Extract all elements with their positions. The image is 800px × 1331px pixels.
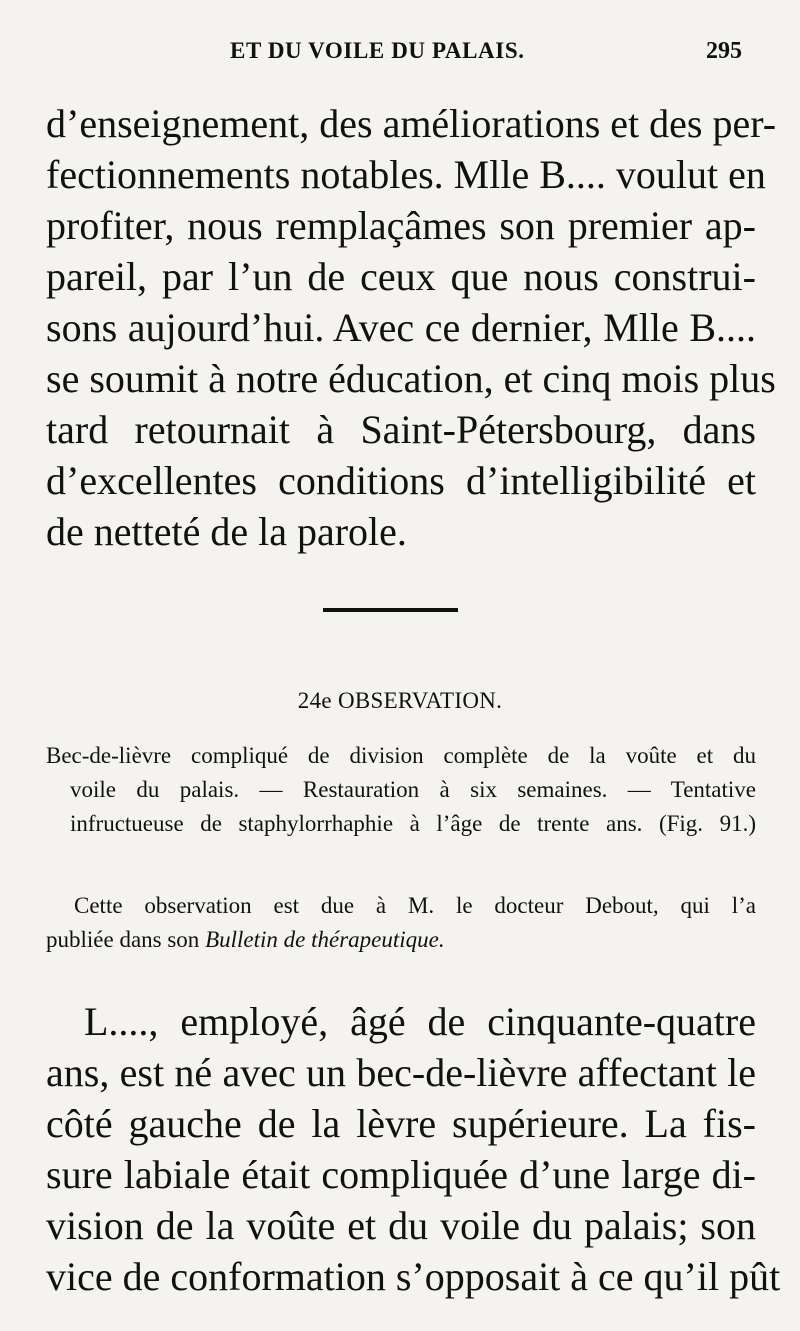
text-line: d’excellentes conditions d’intelligibilité et <box>46 458 756 503</box>
text-line: vision de la voûte et du voile du palais; son <box>46 1203 756 1248</box>
running-title: ET DU VOILE DU PALAIS. <box>230 38 525 63</box>
text-line: fectionnements notables. Mlle B.... voulut en <box>46 152 766 197</box>
source-line <box>46 924 756 956</box>
text-line: sure labiale était compliquée d’une large di- <box>46 1152 756 1197</box>
observation-title: 24e OBSERVATION. <box>297 688 503 713</box>
text-line: tard retournait à Saint-Pétersbourg, dans <box>46 407 756 452</box>
page-number: 295 <box>706 38 742 64</box>
source-prefix: publiée dans son <box>46 927 200 952</box>
summary-line: Bec-de-lièvre compliqué de division complète de la voûte et du <box>46 743 756 768</box>
text-line: ans, est né avec un bec-de-lièvre affectant le <box>46 1050 756 1095</box>
text-line: sons aujourd’hui. Avec ce dernier, Mlle B.... <box>46 305 756 350</box>
journal-title: Bulletin de thérapeutique. <box>205 927 445 952</box>
text-line: vice de conformation s’opposait à ce qu’il pût <box>46 1254 781 1299</box>
source-line: Cette observation est due à M. le docteur Debout, qui l’a <box>74 893 756 918</box>
section-rule <box>323 608 458 612</box>
summary-line: voile du palais. — Restauration à six semaines. — Tentative <box>70 777 756 802</box>
summary-line: infructueuse de staphylorrhaphie à l’âge de trente ans. (Fig. 91.) <box>70 811 756 836</box>
text-line: L...., employé, âgé de cinquante-quatre <box>84 999 756 1044</box>
text-line: pareil, par l’un de ceux que nous construi- <box>46 254 756 299</box>
text-line: de netteté de la parole. <box>46 509 407 554</box>
text-line: côté gauche de la lèvre supérieure. La fis- <box>46 1101 756 1146</box>
text-line: se soumit à notre éducation, et cinq mois plus <box>46 356 776 401</box>
text-line: d’enseignement, des améliorations et des per- <box>46 101 777 146</box>
text-line: profiter, nous remplaçâmes son premier ap- <box>46 203 756 248</box>
running-head <box>0 38 800 72</box>
